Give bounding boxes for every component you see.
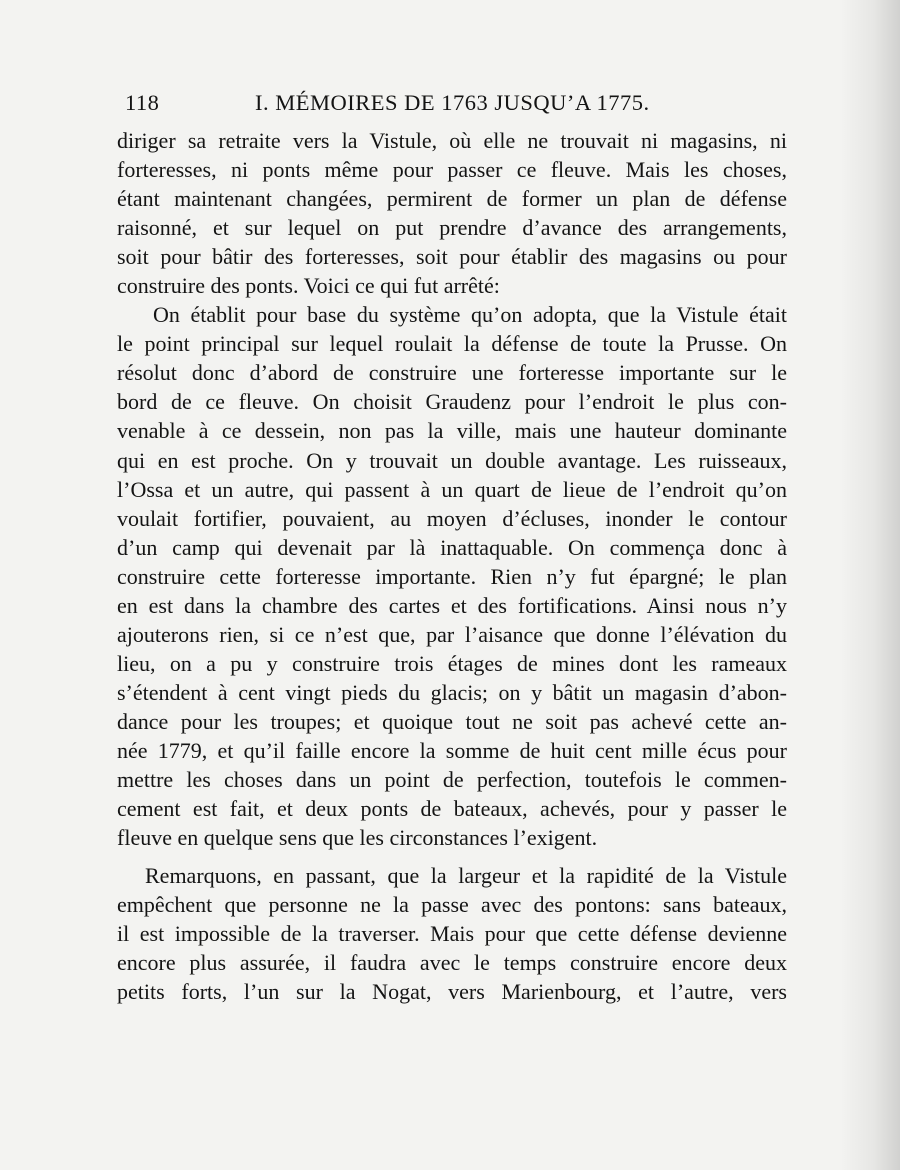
text-line: il est impossible de la traverser. Mais pour que cette défense devienne bbox=[117, 921, 787, 947]
book-page bbox=[117, 86, 787, 1006]
text-line: forteresses, ni ponts même pour passer ce fleuve. Mais les choses, bbox=[117, 157, 787, 183]
text-line: étant maintenant changées, permirent de former un plan de défense bbox=[117, 186, 787, 212]
page-number: 118 bbox=[125, 90, 160, 115]
text-line: voulait fortifier, pouvaient, au moyen d’écluses, inonder le contour bbox=[117, 505, 787, 531]
text-line: petits forts, l’un sur la Nogat, vers Marienbourg, et l’autre, vers bbox=[117, 979, 787, 1005]
text-line: fleuve en quelque sens que les circonstances l’exigent. bbox=[117, 825, 598, 851]
text-line: diriger sa retraite vers la Vistule, où elle ne trouvait ni magasins, ni bbox=[117, 128, 787, 153]
running-head-title: I. MÉMOIRES DE 1763 JUSQU’A 1775. bbox=[255, 90, 650, 115]
text-line: cement est fait, et deux ponts de bateaux, achevés, pour y passer le bbox=[117, 796, 787, 822]
binding-shadow bbox=[840, 0, 900, 1170]
text-line: s’étendent à cent vingt pieds du glacis; on y bâtit un magasin d’abon- bbox=[117, 679, 787, 705]
text-line: encore plus assurée, il faudra avec le temps construire encore deux bbox=[117, 950, 787, 976]
text-line: l’Ossa et un autre, qui passent à un quart de lieue de l’endroit qu’on bbox=[117, 476, 787, 502]
text-line: mettre les choses dans un point de perfection, toutefois le commen- bbox=[117, 767, 787, 793]
text-line: soit pour bâtir des forteresses, soit pour établir des magasins ou pour bbox=[117, 244, 787, 270]
text-line: bord de ce fleuve. On choisit Graudenz pour l’endroit le plus con- bbox=[117, 389, 787, 415]
text-line: lieu, on a pu y construire trois étages de mines dont les rameaux bbox=[117, 650, 787, 676]
text-line: empêchent que personne ne la passe avec des pontons: sans bateaux, bbox=[117, 892, 787, 918]
paragraph bbox=[117, 300, 787, 852]
text-line: résolut donc d’abord de construire une forteresse importante sur le bbox=[117, 360, 787, 386]
text-line: raisonné, et sur lequel on put prendre d’avance des arrangements, bbox=[117, 215, 787, 241]
text-line: dance pour les troupes; et quoique tout ne soit pas achevé cette an- bbox=[117, 708, 787, 734]
running-head bbox=[117, 86, 787, 126]
text-line: qui en est proche. On y trouvait un double avantage. Les ruisseaux, bbox=[117, 447, 787, 473]
text-line: Remarquons, en passant, que la largeur et la rapidité de la Vistule bbox=[145, 863, 787, 889]
text-line: ajouterons rien, si ce n’est que, par l’aisance que donne l’élévation du bbox=[117, 621, 787, 647]
text-line: construire cette forteresse importante. Rien n’y fut épargné; le plan bbox=[117, 563, 787, 589]
text-line: en est dans la chambre des cartes et des fortifications. Ainsi nous n’y bbox=[117, 592, 787, 618]
text-line: le point principal sur lequel roulait la défense de toute la Prusse. On bbox=[117, 331, 787, 357]
paragraph bbox=[117, 861, 787, 1006]
paragraph-gap bbox=[117, 852, 787, 861]
text-line: On établit pour base du système qu’on adopta, que la Vistule était bbox=[153, 302, 787, 328]
paragraph bbox=[117, 126, 787, 300]
text-line: venable à ce dessein, non pas la ville, mais une hauteur dominante bbox=[117, 418, 787, 444]
text-line: construire des ponts. Voici ce qui fut arrêté: bbox=[117, 273, 500, 299]
body-text bbox=[117, 126, 787, 1006]
text-line: d’un camp qui devenait par là inattaquable. On commença donc à bbox=[117, 534, 787, 560]
text-line: née 1779, et qu’il faille encore la somme de huit cent mille écus pour bbox=[117, 737, 787, 763]
